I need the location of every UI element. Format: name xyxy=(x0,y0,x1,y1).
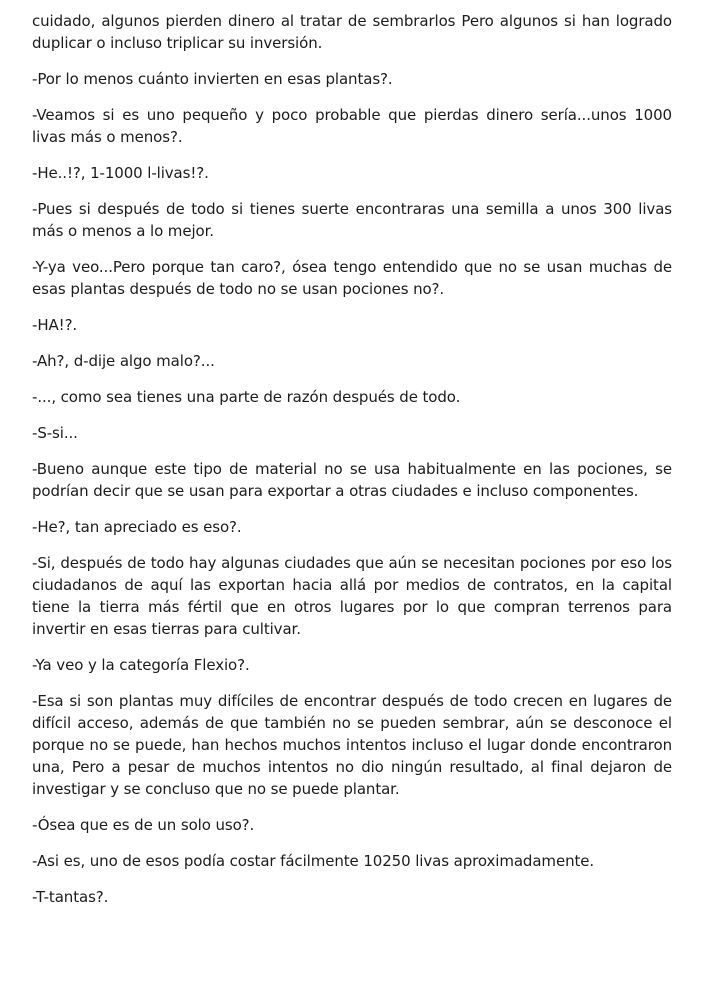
paragraph-13: -Si, después de todo hay algunas ciudades que aún se necesitan pociones por eso los ciudadanos de aquí las exportan hacia allá por medios de contratos, en la capital tiene la tierra más fértil que en otros lugares por lo que compran terrenos para invertir en esas tierras para cultivar. xyxy=(32,554,672,638)
paragraph-4: -He..!?, 1-1000 l-livas!?. xyxy=(32,164,209,182)
paragraph-3: -Veamos si es uno pequeño y poco probable que pierdas dinero sería...unos 1000 livas más o menos?. xyxy=(32,106,672,146)
paragraph-10: -S-si... xyxy=(32,424,78,442)
paragraph-5: -Pues si después de todo si tienes suerte encontraras una semilla a unos 300 livas más o menos a lo mejor. xyxy=(32,200,672,240)
paragraph-18: -T-tantas?. xyxy=(32,888,109,906)
paragraph-8: -Ah?, d-dije algo malo?... xyxy=(32,352,215,370)
paragraph-7: -HA!?. xyxy=(32,316,78,334)
paragraph-9: -..., como sea tienes una parte de razón después de todo. xyxy=(32,388,461,406)
paragraph-11: -Bueno aunque este tipo de material no se usa habitualmente en las pociones, se podrían decir que se usan para exportar a otras ciudades e incluso componentes. xyxy=(32,460,672,500)
paragraph-15: -Esa si son plantas muy difíciles de encontrar después de todo crecen en lugares de difícil acceso, además de que también no se pueden sembrar, aún se desconoce el porque no se puede, han hechos muchos intentos incluso el lugar donde encontraron una, Pero a pesar de muchos intentos no dio ningún resultado, al final dejaron de investigar y se concluso que no se puede plantar. xyxy=(32,692,672,798)
paragraph-6: -Y-ya veo...Pero porque tan caro?, ósea tengo entendido que no se usan muchas de esas plantas después de todo no se usan pociones no?. xyxy=(32,258,672,298)
paragraph-16: -Ósea que es de un solo uso?. xyxy=(32,816,255,834)
paragraph-2: -Por lo menos cuánto invierten en esas plantas?. xyxy=(32,70,393,88)
paragraph-14: -Ya veo y la categoría Flexio?. xyxy=(32,656,250,674)
paragraph-1: cuidado, algunos pierden dinero al tratar de sembrarlos Pero algunos si han logrado duplicar o incluso triplicar su inversión. xyxy=(32,12,672,52)
paragraph-12: -He?, tan apreciado es eso?. xyxy=(32,518,242,536)
paragraph-17: -Asi es, uno de esos podía costar fácilmente 10250 livas aproximadamente. xyxy=(32,852,595,870)
